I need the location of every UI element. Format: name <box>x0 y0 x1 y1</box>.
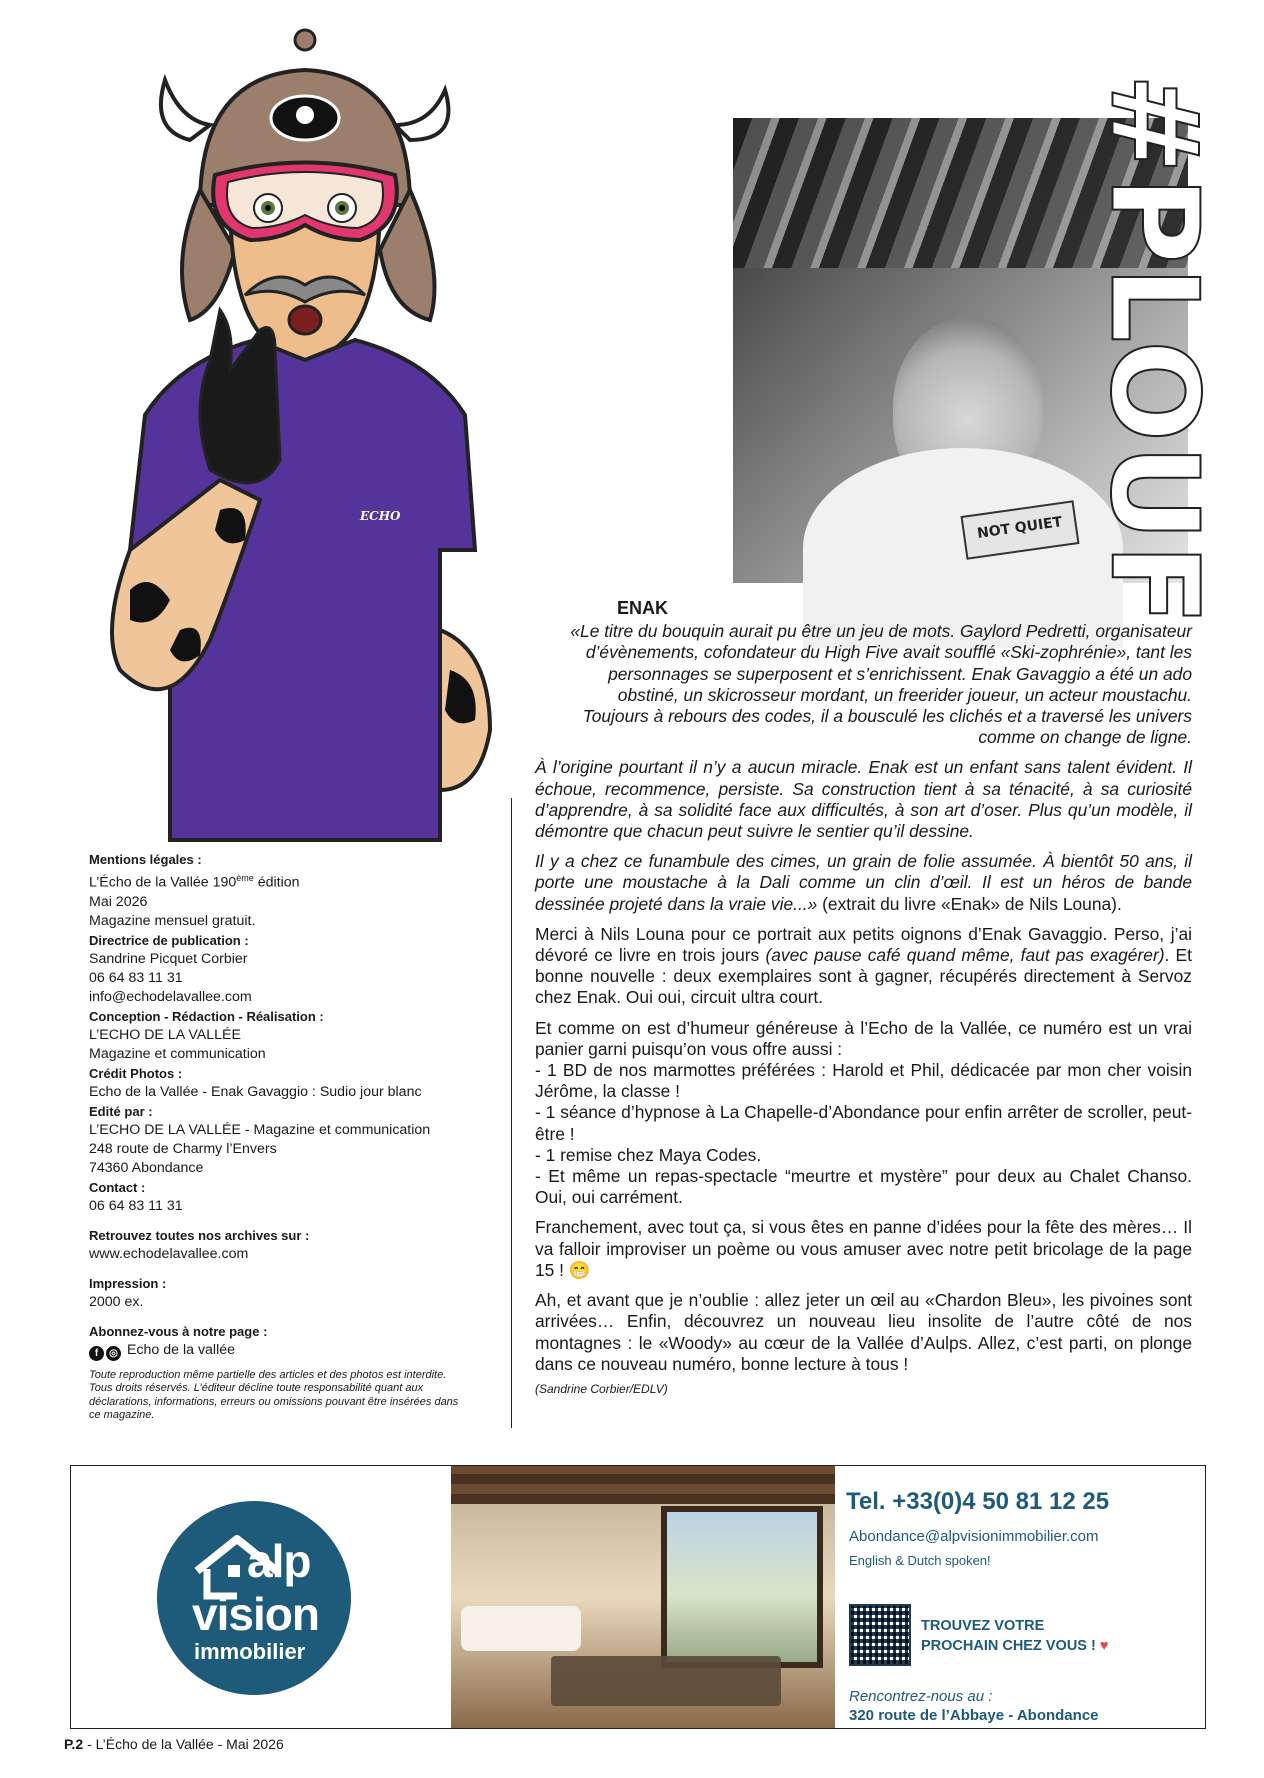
logo-alp: alp <box>247 1535 311 1587</box>
qr-code-icon[interactable] <box>849 1604 911 1666</box>
page-number: P.2 <box>64 1736 84 1752</box>
director-heading: Directrice de publication : <box>89 932 249 948</box>
issue-date: Mai 2026 <box>89 893 148 910</box>
website-link[interactable]: www.echodelavallee.com <box>89 1245 249 1262</box>
disclaimer: Toute reproduction même partielle des articles et des photos est interdite. Tous droits réservés. L’éditeur décline toute responsabilité quant aux déclarations, informations, erreurs ou omissions pouvant être insérées dans ce magazine. <box>89 1368 459 1422</box>
editorial-article <box>535 598 1192 1400</box>
director-phone: 06 64 83 11 31 <box>89 969 183 986</box>
org-subtitle: Magazine et communication <box>89 1045 266 1062</box>
article-paragraph-6: Franchement, avec tout ça, si vous êtes en panne d’idées pour la fête des mères… Il va falloir improviser un poème ou vous amuser avec notre petit bricolage de la page 15 ! 😁 <box>535 1217 1192 1280</box>
publisher-city: 74360 Abondance <box>89 1159 204 1176</box>
article-paragraph-2: À l’origine pourtant il n’y a aucun miracle. Enak est un enfant sans talent évident. Il échoue, recommence, persiste. Sa construction tient à sa ténacité, à sa curiosité d’apprendre, à sa solidité face aux difficultés, à son art d’oser. Plus qu’un modèle, il démontre que chacun peut suivre le sentier qu’il dessine. <box>535 757 1192 842</box>
contact-heading: Contact : <box>89 1179 146 1195</box>
article-paragraph-5: Et comme on est d’humeur généreuse à l’Echo de la Vallée, ce numéro est un vrai panier garni puisqu’on vous offre aussi : - 1 BD de nos marmottes préférées : Harold et Phil, dédicacée par mon cher voisin Jérôme, la classe ! - 1 séance d’hypnose à La Chapelle-d’Abondance pour enfin arrêter de scroller, peut-être ! - 1 remise chez Maya Codes. - Et même un repas-spectacle “meurtre et mystère” pour deux au Chalet Chanso. Oui, oui carrément. <box>535 1017 1192 1208</box>
article-paragraph-4: Merci à Nils Louna pour ce portrait aux petits oignons d’Enak Gavaggio. Perso, j’ai dévoré ce livre en trois jours (avec pause café quand même, faut pas exagérer). Et bonne nouvelle : deux exemplaires sont à gagner, récupérés directement à Servoz chez Enak. Oui oui, circuit ultra court. <box>535 923 1192 1008</box>
gift-item: - 1 séance d’hypnose à La Chapelle-d’Abondance pour enfin arrêter de scroller, peut-être ! <box>535 1102 1192 1144</box>
legal-mentions <box>89 850 469 1423</box>
print-quantity: 2000 ex. <box>89 1293 144 1310</box>
gift-item: - 1 BD de nos marmottes préférées : Harold et Phil, dédicacée par mon cher voisin Jérôme, la classe ! <box>535 1060 1192 1102</box>
article-paragraph-1: «Le titre du bouquin aurait pu être un jeu de mots. Gaylord Pedretti, organisateur d’évènements, cofondateur du High Five avait soufflé «Ski-zophrénie», tant les personnages se superposent et s’enrichissent. Enak Gavaggio a été un ado obstiné, un skicrosseur mordant, un freerider joueur, un acteur moustachu. Toujours à rebours des codes, il a bousculé les clichés et a traversé les univers comme on change de ligne. <box>570 621 1192 748</box>
magazine-type: Magazine mensuel gratuit. <box>89 912 256 929</box>
contact-phone: 06 64 83 11 31 <box>89 1197 183 1214</box>
shirt-logo: ECHO <box>360 509 401 523</box>
ad-call-to-action: TROUVEZ VOTRE PROCHAIN CHEZ VOUS ! ♥ <box>921 1618 1109 1654</box>
logo-immobilier: immobilier <box>194 1639 306 1664</box>
gift-item: - 1 remise chez Maya Codes. <box>535 1144 762 1165</box>
org-name: L’ECHO DE LA VALLÉE <box>89 1026 241 1043</box>
social-page-name[interactable]: Echo de la vallée <box>126 1341 236 1358</box>
article-paragraph-7: Ah, et avant que je n’oublie : allez jeter un œil au «Chardon Bleu», les pivoines sont arrivées… Enfin, découvrez un nouveau lieu insolite de l’autre côté de nos montagnes : le «Woody» au cœur de la Vallée d’Aulps. Allez, c’est parti, on plonge dans ce nouveau numéro, bonne lecture à tous ! <box>535 1290 1192 1374</box>
heart-icon: ♥ <box>1099 1638 1109 1654</box>
ad-phone[interactable]: Tel. +33(0)4 50 81 12 25 <box>846 1488 1110 1515</box>
legal-heading: Mentions légales : <box>89 852 202 867</box>
publisher-name: L’ECHO DE LA VALLÉE - Magazine et communication <box>89 1121 431 1138</box>
enak-portrait-photo <box>733 73 1223 628</box>
photo-vertical-text: #PLOUF <box>1083 73 1223 628</box>
print-heading: Impression : <box>89 1275 167 1291</box>
alp-vision-advertisement[interactable] <box>70 1465 1206 1729</box>
credits-heading: Crédit Photos : <box>89 1065 183 1081</box>
follow-heading: Abonnez-vous à notre page : <box>89 1323 268 1339</box>
gift-item: - Et même un repas-spectacle “meurtre et mystère” pour deux au Chalet Chanso. Oui, oui carrément. <box>535 1166 1192 1208</box>
hoodie-print: NOT QUIET <box>960 500 1079 559</box>
social-line[interactable] <box>89 1341 469 1361</box>
instagram-icon[interactable]: ◎ <box>106 1346 121 1361</box>
photo-credits: Echo de la Vallée - Enak Gavaggio : Sudio jour blanc <box>89 1083 422 1100</box>
article-credit: (Sandrine Corbier/EDLV) <box>535 1381 668 1396</box>
publisher-street: 248 route de Charmy l’Envers <box>89 1140 277 1157</box>
article-paragraph-3: Il y a chez ce funambule des cimes, un grain de folie assumée. À bientôt 50 ans, il porte une moustache à la Dali comme un clin d’œil. Il est un héros de bande dessinée projeté dans la vraie vie...» (extrait du livre «Enak» de Nils Louna). <box>535 851 1192 914</box>
footer-text: - L’Écho de la Vallée - Mai 2026 <box>83 1736 284 1752</box>
page-footer <box>64 1736 284 1752</box>
article-subject-name: ENAK <box>617 598 669 618</box>
interior-photo <box>451 1466 835 1728</box>
cartoon-illustration <box>60 30 520 840</box>
director-name: Sandrine Picquet Corbier <box>89 950 248 967</box>
ad-email[interactable]: Abondance@alpvisionimmobilier.com <box>849 1528 1099 1545</box>
alp-vision-logo <box>157 1501 351 1695</box>
ad-meet-us: Rencontrez-nous au : <box>849 1688 993 1705</box>
edition-line: L’Écho de la Vallée 190ème édition <box>89 873 300 891</box>
facebook-icon[interactable]: f <box>89 1346 104 1361</box>
ad-languages: English & Dutch spoken! <box>849 1553 991 1568</box>
logo-vision: vision <box>192 1588 319 1640</box>
column-divider <box>511 798 512 1428</box>
contact-email[interactable]: info@echodelavallee.com <box>89 988 252 1005</box>
ad-address: 320 route de l’Abbaye - Abondance <box>849 1707 1099 1724</box>
conception-heading: Conception - Rédaction - Réalisation : <box>89 1008 324 1024</box>
archives-heading: Retrouvez toutes nos archives sur : <box>89 1227 310 1243</box>
edited-heading: Edité par : <box>89 1103 153 1119</box>
